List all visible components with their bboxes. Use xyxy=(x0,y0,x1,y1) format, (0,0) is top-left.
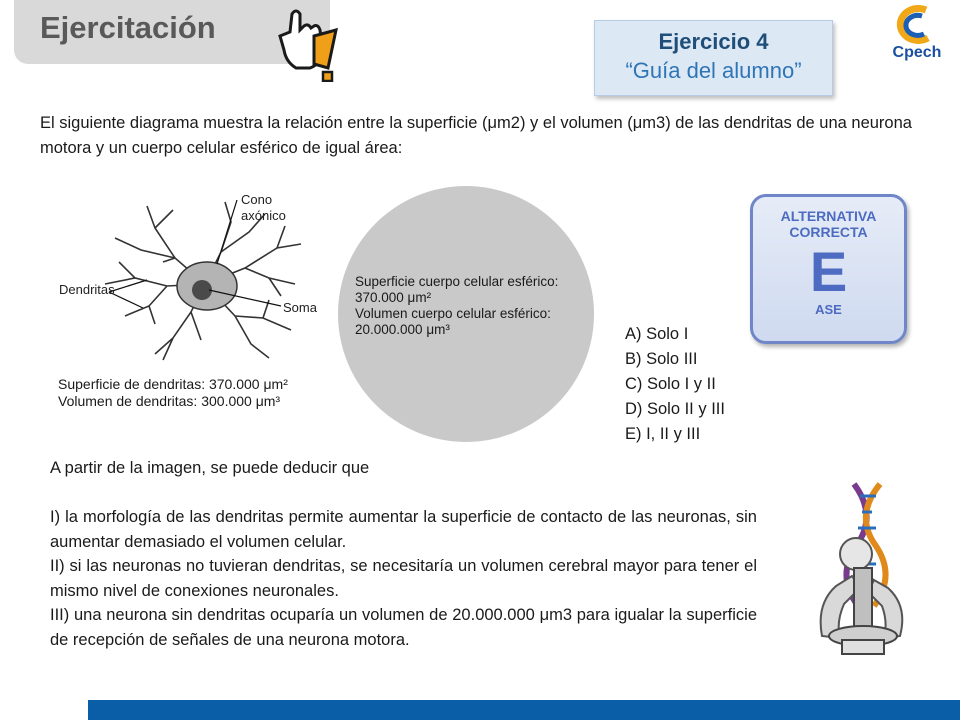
option-a[interactable]: A) Solo I xyxy=(625,325,689,343)
logo-text: Cpech xyxy=(892,44,942,61)
sphere-surface-value: 370.000 μm² xyxy=(355,290,432,305)
dendrite-measurements xyxy=(58,376,288,410)
badge-label-line1: ALTERNATIVA xyxy=(780,208,877,224)
sphere-volume-value: 20.000.000 μm³ xyxy=(355,322,450,337)
option-e[interactable]: E) I, II y III xyxy=(625,425,701,443)
badge-label xyxy=(753,208,904,240)
intro-text: El siguiente diagrama muestra la relación entre la superficie (μm2) y el volumen (μm3) de las dendritas de una neurona motora y un cuerpo celular esférico de igual área: xyxy=(40,114,912,157)
neuron-diagram xyxy=(55,188,325,374)
answer-code: ASE xyxy=(815,302,842,317)
answer-options xyxy=(625,322,725,447)
question-intro: A partir de la imagen, se puede deducir que xyxy=(50,459,370,477)
soma-label: Soma xyxy=(283,300,317,315)
cone-label-line2: axónico xyxy=(241,208,286,223)
dendrites-label: Dendritas xyxy=(59,282,115,297)
cone-label-line1: Cono xyxy=(241,192,273,207)
answer-letter: E xyxy=(809,240,848,303)
sphere-surface-label: Superficie cuerpo celular esférico: xyxy=(355,274,559,289)
exercise-number: Ejercicio 4 xyxy=(658,29,769,54)
cpech-logo xyxy=(880,4,954,62)
statements-list xyxy=(50,505,757,652)
correct-answer-badge xyxy=(750,194,907,344)
sphere-volume-label: Volumen cuerpo celular esférico: xyxy=(355,306,551,321)
sphere-measurements xyxy=(355,274,595,338)
exercise-guide-label: “Guía del alumno” xyxy=(625,58,802,83)
statement-3: III) una neurona sin dendritas ocuparía un volumen de 20.000.000 μm3 para igualar la superficie de recepción de señales de una neurona motora. xyxy=(50,606,757,649)
exercise-info-box xyxy=(594,20,833,96)
statement-1: I) la morfología de las dendritas permite aumentar la superficie de contacto de las neuronas, sin aumentar demasiado el volumen celular. xyxy=(50,508,757,551)
badge-label-line2: CORRECTA xyxy=(789,224,868,240)
page-title: Ejercitación xyxy=(40,10,216,45)
dna-microscope-figure-icon xyxy=(796,476,926,666)
statement-2: II) si las neuronas no tuvieran dendritas, se necesitaría un volumen cerebral mayor para tener el mismo nivel de conexiones neuronales. xyxy=(50,557,757,600)
pointing-hand-warning-icon xyxy=(270,6,344,82)
option-d[interactable]: D) Solo II y III xyxy=(625,400,725,418)
option-b[interactable]: B) Solo III xyxy=(625,350,698,368)
footer-bar xyxy=(88,700,960,720)
dendrite-surface-text: Superficie de dendritas: 370.000 μm² xyxy=(58,376,288,392)
dendrite-volume-text: Volumen de dendritas: 300.000 μm³ xyxy=(58,393,281,409)
option-c[interactable]: C) Solo I y II xyxy=(625,375,716,393)
